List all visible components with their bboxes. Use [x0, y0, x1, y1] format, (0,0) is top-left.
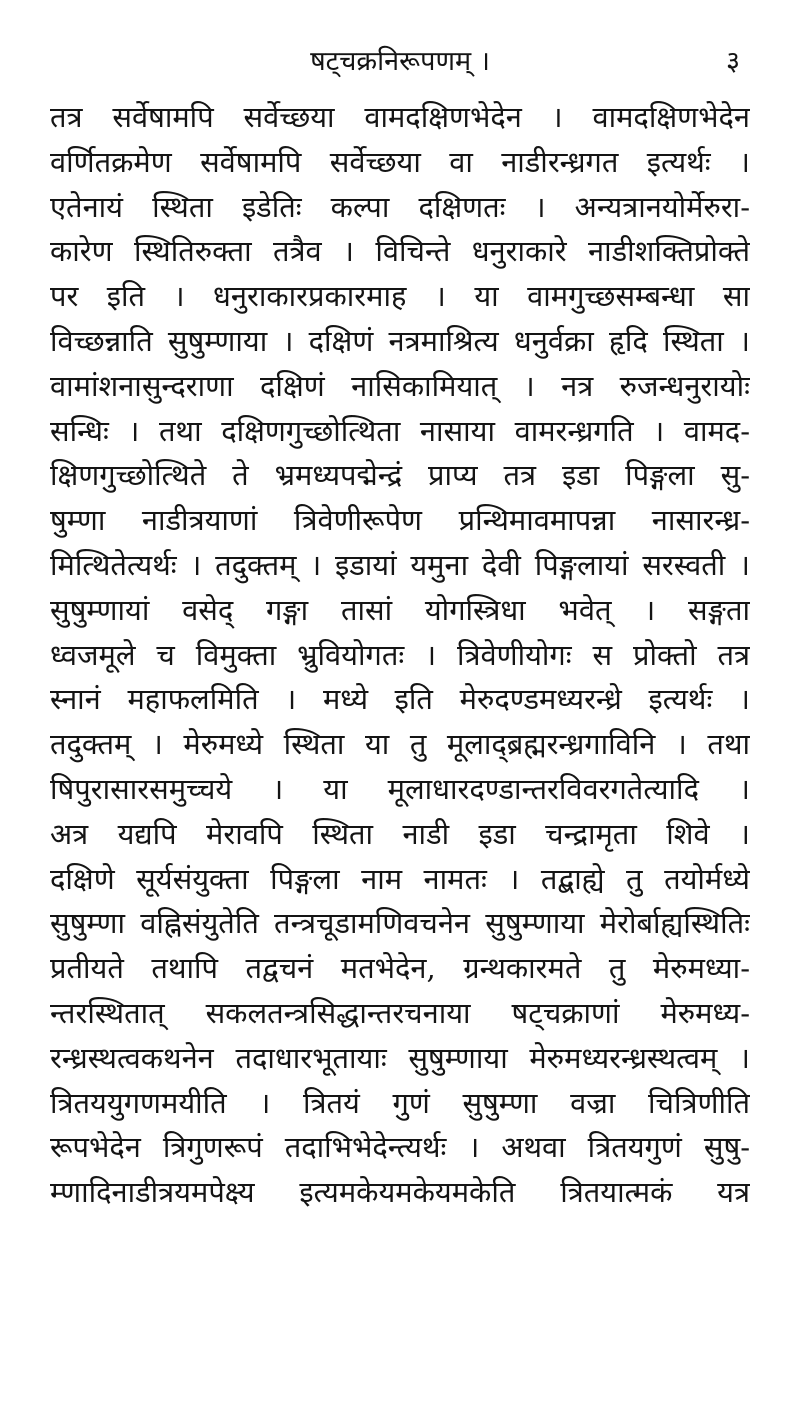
text-line: षुम्णा नाडीत्रयाणां त्रिवेणीरूपेण प्रन्थिमावमापन्ना नासारन्ध्र- — [50, 503, 750, 538]
text-line: षिपुरासारसमुच्चये । या मूलाधारदण्डान्तरविवरगतेत्यादि । — [50, 771, 750, 806]
text-line: तत्र सर्वेषामपि सर्वेच्छया वामदक्षिणभेदेन । वामदक्षिणभेदेन — [50, 100, 750, 134]
page-number: ३ — [725, 46, 740, 77]
text-line: सन्धिः । तथा दक्षिणगुच्छोत्थिता नासाया वामरन्ध्रगति । वामद- — [50, 413, 750, 448]
text-line: स्नानं महाफलमिति । मध्ये इति मेरुदण्डमध्यरन्ध्रे इत्यर्थः । — [50, 682, 750, 717]
text-line: विच्छन्नाति सुषुम्णाया । दक्षिणं नत्रमाश्रित्य धनुर्वक्रा हृदि स्थिता । — [50, 323, 750, 358]
text-line: एतेनायं स्थिता इडेतिः कल्पा दक्षिणतः । अन्यत्रानयोर्मेरुरा- — [50, 189, 750, 224]
text-line: रूपभेदेन त्रिगुणरूपं तदाभिभेदेन्त्यर्थः । अथवा त्रितयगुणं सुषु- — [50, 1130, 750, 1165]
text-line: क्षिणगुच्छोत्थिते ते भ्रमध्यपद्मेन्द्रं प्राप्य तत्र इडा पिङ्गला सु- — [50, 458, 750, 493]
text-line: वामांशनासुन्दराणा दक्षिणं नासिकामियात् । नत्र रुजन्धनुरायोः — [50, 368, 750, 403]
text-line: मित्थितेत्यर्थः । तदुक्तम् । इडायां यमुना देवी पिङ्गलायां सरस्वती । — [50, 547, 750, 582]
text-line: अत्र यद्यपि मेरावपि स्थिता नाडी इडा चन्द्रामृता शिवे । — [50, 816, 750, 851]
text-line: सुषुम्णा वह्निसंयुतेति तन्त्रचूडामणिवचनेन सुषुम्णाया मेरोर्बाह्यस्थितिः — [50, 906, 750, 941]
text-line: प्रतीयते तथापि तद्वचनं मतभेदेन, ग्रन्थकारमते तु मेरुमध्या- — [50, 951, 750, 986]
text-line: त्रितययुगणमयीति । त्रितयं गुणं सुषुम्णा वज्रा चित्रिणीति — [50, 1085, 750, 1120]
text-line: कारेण स्थितिरुक्ता तत्रैव । विचिन्ते धनुराकारे नाडीशक्तिप्रोक्ते — [50, 234, 750, 269]
text-line: रन्ध्रस्थत्वकथनेन तदाधारभूतायाः सुषुम्णाया मेरुमध्यरन्ध्रस्थत्वम् । — [50, 1040, 750, 1075]
text-line: वर्णितक्रमेण सर्वेषामपि सर्वेच्छया वा नाडीरन्ध्रगत इत्यर्थः । — [50, 144, 750, 179]
text-line: दक्षिणे सूर्यसंयुक्ता पिङ्गला नाम नामतः । तद्बाह्ये तु तयोर्मध्ये — [50, 861, 750, 896]
text-line: सुषुम्णायां वसेद् गङ्गा तासां योगस्त्रिधा भवेत् । सङ्गता — [50, 592, 750, 627]
running-header — [60, 42, 740, 82]
text-line: ध्वजमूले च विमुक्ता भ्रुवियोगतः । त्रिवेणीयोगः स प्रोक्तो तत्र — [50, 637, 750, 672]
text-line: पर इति । धनुराकारप्रकारमाह । या वामगुच्छसम्बन्धा सा — [50, 279, 750, 314]
body-text — [50, 95, 750, 1215]
text-line: न्तरस्थितात् सकलतन्त्रसिद्धान्तरचनाया षट्चक्राणां मेरुमध्य- — [50, 995, 750, 1030]
text-line: तदुक्तम् । मेरुमध्ये स्थिता या तु मूलाद्ब्रह्मरन्ध्रगाविनि । तथा — [50, 727, 750, 762]
running-title: षट्चक्रनिरूपणम् । — [310, 46, 490, 77]
text-line: म्णादिनाडीत्रयमपेक्ष्य इत्यमकेयमकेयमकेति त्रितयात्मकं यत्र — [50, 1175, 750, 1210]
